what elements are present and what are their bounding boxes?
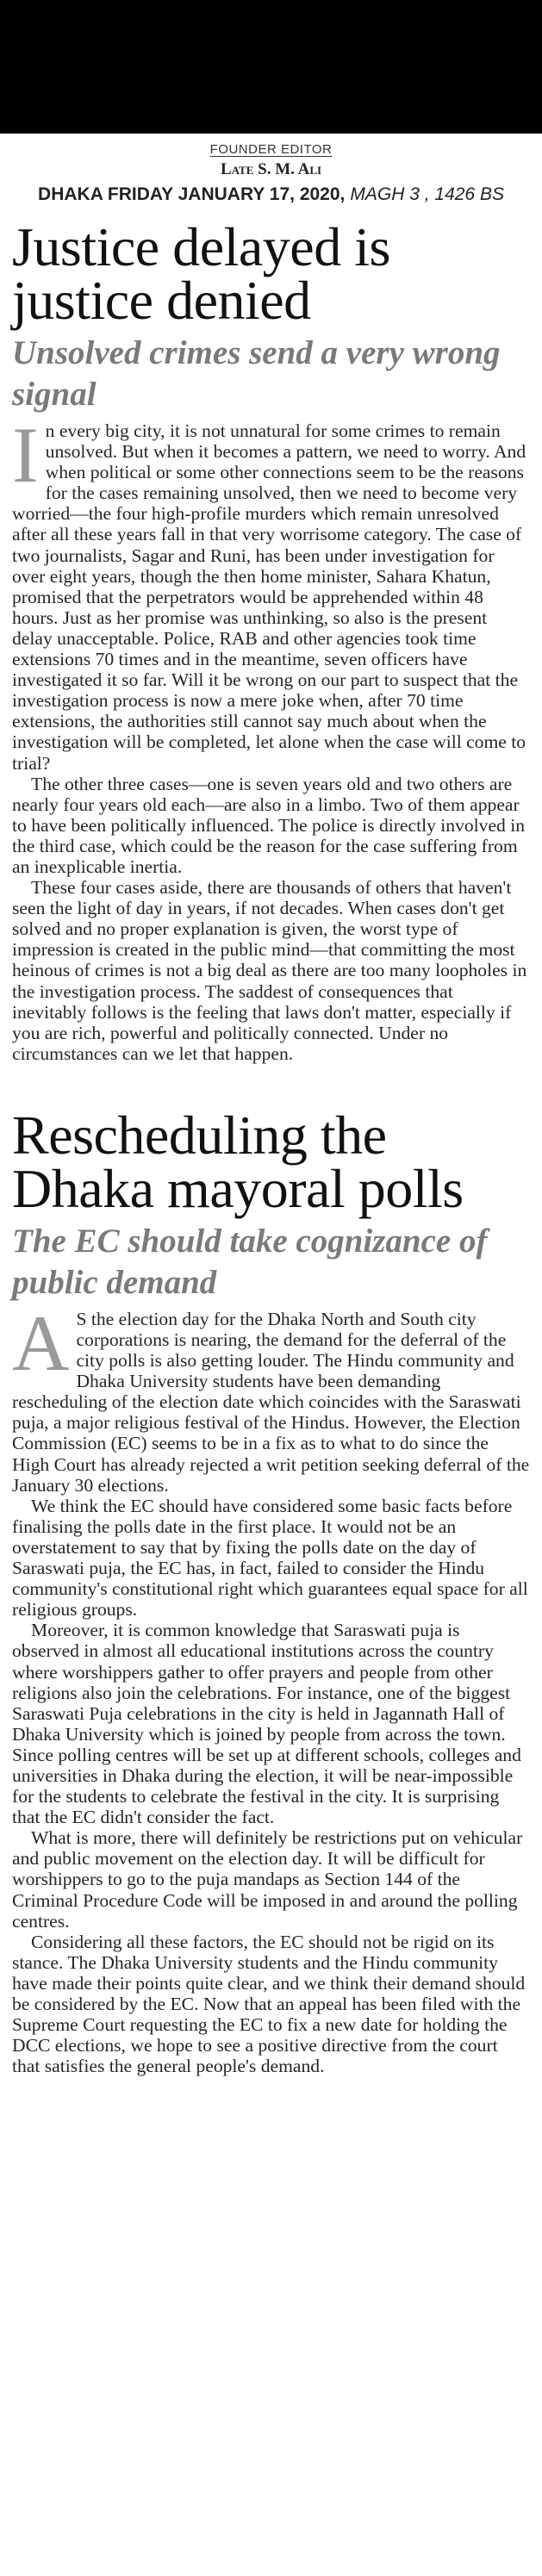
founder-editor-label: FOUNDER EDITOR xyxy=(209,142,333,157)
editorial-paragraph: These four cases aside, there are thousands of others that haven't seen the light of day in years, if not decades. When cases don't get solved and no proper explanation is given, the worst type of impression is created in the public mind—that committing the most heinous of crimes is not a big deal as there are too many loopholes in the investigation process. The saddest of consequences that inevitably follows is the feeling that laws don't matter, especially if you are rich, powerful and politically connected. Under no circumstances can we let that happen. xyxy=(12,877,527,1064)
masthead xyxy=(0,142,542,205)
dateline xyxy=(0,184,542,205)
editorial-mayoral-polls xyxy=(0,1104,542,2077)
dateline-bangla-date: MAGH 3 , 1426 BS xyxy=(350,184,504,204)
section-spacer xyxy=(0,1064,542,1109)
editorial-justice xyxy=(0,216,542,1064)
drop-cap: A xyxy=(12,1298,70,1387)
editorial-paragraph: Considering all these factors, the EC should not be rigid on its stance. The Dhaka University students and the Hindu community have made their points quite clear, and we think their demand should be considered by the EC. Now that an appeal has been filed with the Supreme Court requesting the EC to fix a new date for holding the DCC elections, we hope to see a positive directive from the court that satisfies the general people's demand. xyxy=(12,1931,526,2077)
editorial-subhead: Unsolved crimes send a very wrong signal xyxy=(12,334,501,413)
editorial-paragraph: In every big city, it is not unnatural for some crimes to remain unsolved. But when it becomes a pattern, we need to worry. And when political or some other connections seem to be the reasons for the cases remaining unsolved, then we need to become very worried—the four high-profile murders which remain unresolved after all these years fall in that very worrisome category. The case of two journalists, Sagar and Runi, has been under investigation for over eight years, though the then home minister, Sahara Khatun, promised that the perpetrators would be apprehended within 48 hours. Just as her promise was unthinking, so also is the present delay unacceptable. Police, RAB and other agencies took time extensions 70 times and in the meantime, seven officers have investigated it so far. Will it be wrong on our part to suspect that the investigation process is now a mere joke when, after 70 time extensions, the authorities still cannot say much about when the investigation will be completed, let alone when the case will come to trial? xyxy=(12,411,526,774)
dateline-date: DHAKA FRIDAY JANUARY 17, 2020, xyxy=(38,184,346,204)
editorial-paragraph: Moreover, it is common knowledge that Saraswati puja is observed in almost all educational institutions across the country where worshippers gather to offer prayers and people from other religions also join the celebrations. For instance, one of the biggest Saraswati Puja celebrations in the city is held in Jagannath Hall of Dhaka University which is joined by people from across the town. Since polling centres will be set up at different schools, colleges and universities in Dhaka during the election, it will be near-impossible for the students to celebrate the festival in the city. It is surprising that the EC didn't consider the fact. xyxy=(12,1620,521,1828)
editorial-paragraph: A S the election day for the Dhaka North and South city corporations is nearing, the demand for the deferral of the city polls is also getting louder. The Hindu community and Dhaka University students have been demanding rescheduling of the election date which coincides with the Saraswati puja, a major religious festival of the Hindus. However, the Election Commission (EC) seems to be in a fix as to what to do since the High Court has already rejected a writ petition seeking deferral of the January 30 elections. xyxy=(12,1298,530,1496)
drop-cap: I xyxy=(12,411,39,499)
editorial-body xyxy=(12,411,530,1064)
founder-editor-name: Late S. M. Ali xyxy=(220,160,322,178)
editorial-paragraph: We think the EC should have considered some basic facts before finalising the polls date in the first place. It would not be an overstatement to say that by fixing the polls date on the day of Saraswati puja, the EC has, in fact, failed to consider the Hindu community's constitutional right which guarantees equal space for all religious groups. xyxy=(12,1495,528,1621)
top-banner xyxy=(0,0,542,134)
editorial-headline: Justice delayed is justice denied xyxy=(12,216,390,331)
editorial-headline: Rescheduling the Dhaka mayoral polls xyxy=(12,1104,464,1219)
editorial-subhead: The EC should take cognizance of public demand xyxy=(12,1222,488,1301)
editorial-paragraph: The other three cases—one is seven years old and two others are nearly four years old each—are also in a limbo. Two of them appear to have been politically influenced. The police is directly involved in the third case, which could be the reason for the case suffering from an inexplicable inertia. xyxy=(12,773,526,877)
editorial-paragraph: What is more, there will definitely be restrictions put on vehicular and public movement on the election day. It will be difficult for worshippers to go to the puja mandaps as Section 144 of the Criminal Procedure Code will be imposed in and around the polling centres. xyxy=(12,1827,523,1932)
editorial-body xyxy=(12,1298,530,2077)
